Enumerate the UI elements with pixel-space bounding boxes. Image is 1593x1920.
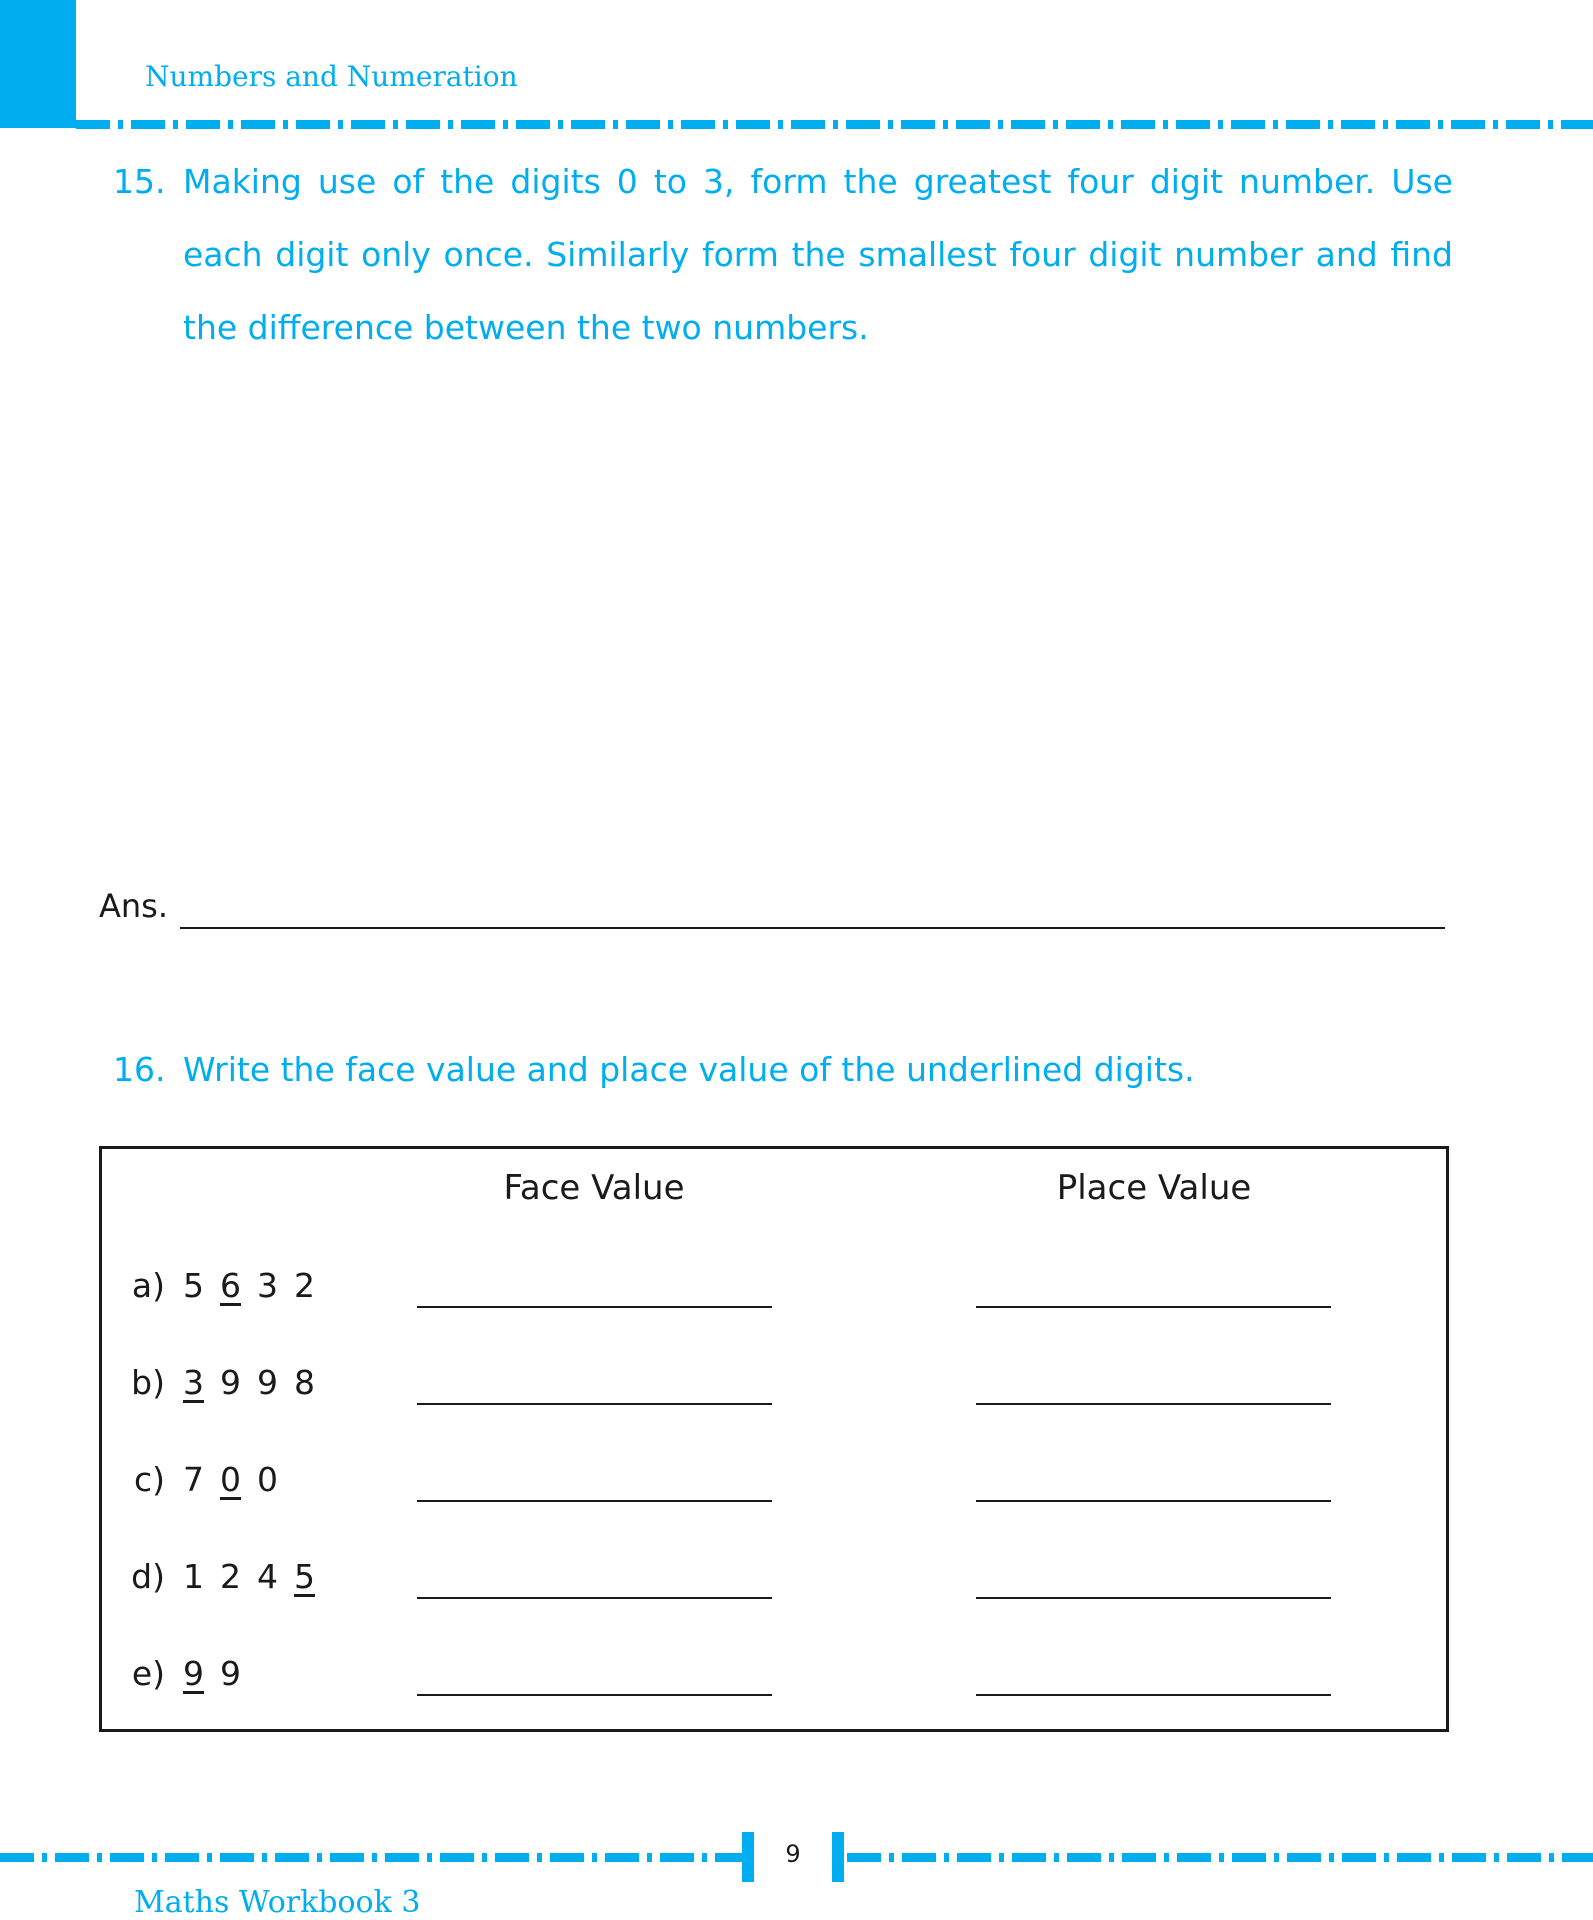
face-value-blank[interactable] xyxy=(417,1694,772,1696)
row-label: c) xyxy=(133,1460,165,1499)
underlined-digit: 0 xyxy=(220,1460,241,1499)
footer-dashed-rule-left xyxy=(0,1853,746,1862)
underlined-digit: 3 xyxy=(183,1363,204,1402)
table-row xyxy=(0,1460,1593,1520)
place-value-blank[interactable] xyxy=(976,1597,1331,1599)
row-number xyxy=(183,1460,294,1499)
question-16-text: Write the face value and place value of the underlined digits. xyxy=(183,1050,1195,1089)
row-number xyxy=(183,1557,331,1596)
digit: 0 xyxy=(257,1460,278,1499)
digit: 2 xyxy=(220,1557,241,1596)
page-number: 9 xyxy=(785,1840,801,1868)
underlined-digit: 6 xyxy=(220,1266,241,1305)
header-title: Numbers and Numeration xyxy=(145,60,518,93)
place-value-blank[interactable] xyxy=(976,1500,1331,1502)
digit: 3 xyxy=(257,1266,278,1305)
row-label: b) xyxy=(131,1363,165,1402)
row-label: e) xyxy=(131,1654,165,1693)
page-number-bracket-left xyxy=(742,1832,754,1882)
table-row xyxy=(0,1363,1593,1423)
question-16-number: 16. xyxy=(113,1050,166,1089)
question-16 xyxy=(113,1033,1453,1113)
digit: 9 xyxy=(220,1363,241,1402)
value-table xyxy=(99,1146,1449,1732)
digit: 1 xyxy=(183,1557,204,1596)
face-value-blank[interactable] xyxy=(417,1306,772,1308)
table-row xyxy=(0,1654,1593,1714)
footer-dashed-rule-right xyxy=(847,1853,1593,1862)
footer-title: Maths Workbook 3 xyxy=(134,1885,421,1920)
row-label: d) xyxy=(131,1557,165,1596)
row-number xyxy=(183,1266,331,1305)
face-value-blank[interactable] xyxy=(417,1597,772,1599)
digit: 9 xyxy=(257,1363,278,1402)
face-value-header: Face Value xyxy=(503,1168,685,1208)
header-accent-block xyxy=(0,0,76,128)
row-number xyxy=(183,1654,257,1693)
answer-line[interactable] xyxy=(180,927,1445,929)
answer-label: Ans. xyxy=(99,887,169,925)
face-value-blank[interactable] xyxy=(417,1403,772,1405)
place-value-header: Place Value xyxy=(1056,1168,1252,1208)
place-value-blank[interactable] xyxy=(976,1306,1331,1308)
underlined-digit: 9 xyxy=(183,1654,204,1693)
underlined-digit: 5 xyxy=(294,1557,315,1596)
question-15-text: Making use of the digits 0 to 3, form the greatest four digit number. Use each digit only once. Similarly form the smallest four digit number and find the difference between the two numbers. xyxy=(183,162,1453,347)
digit: 5 xyxy=(183,1266,204,1305)
table-row xyxy=(0,1266,1593,1326)
table-row xyxy=(0,1557,1593,1617)
digit: 2 xyxy=(294,1266,315,1305)
page-number-bracket-right xyxy=(832,1832,844,1882)
digit: 7 xyxy=(183,1460,204,1499)
digit: 9 xyxy=(220,1654,241,1693)
question-15-number: 15. xyxy=(113,162,166,201)
question-15 xyxy=(113,145,1453,385)
digit: 4 xyxy=(257,1557,278,1596)
face-value-blank[interactable] xyxy=(417,1500,772,1502)
header-dashed-rule xyxy=(76,120,1593,129)
row-number xyxy=(183,1363,331,1402)
place-value-blank[interactable] xyxy=(976,1403,1331,1405)
row-label: a) xyxy=(131,1266,165,1305)
place-value-blank[interactable] xyxy=(976,1694,1331,1696)
digit: 8 xyxy=(294,1363,315,1402)
